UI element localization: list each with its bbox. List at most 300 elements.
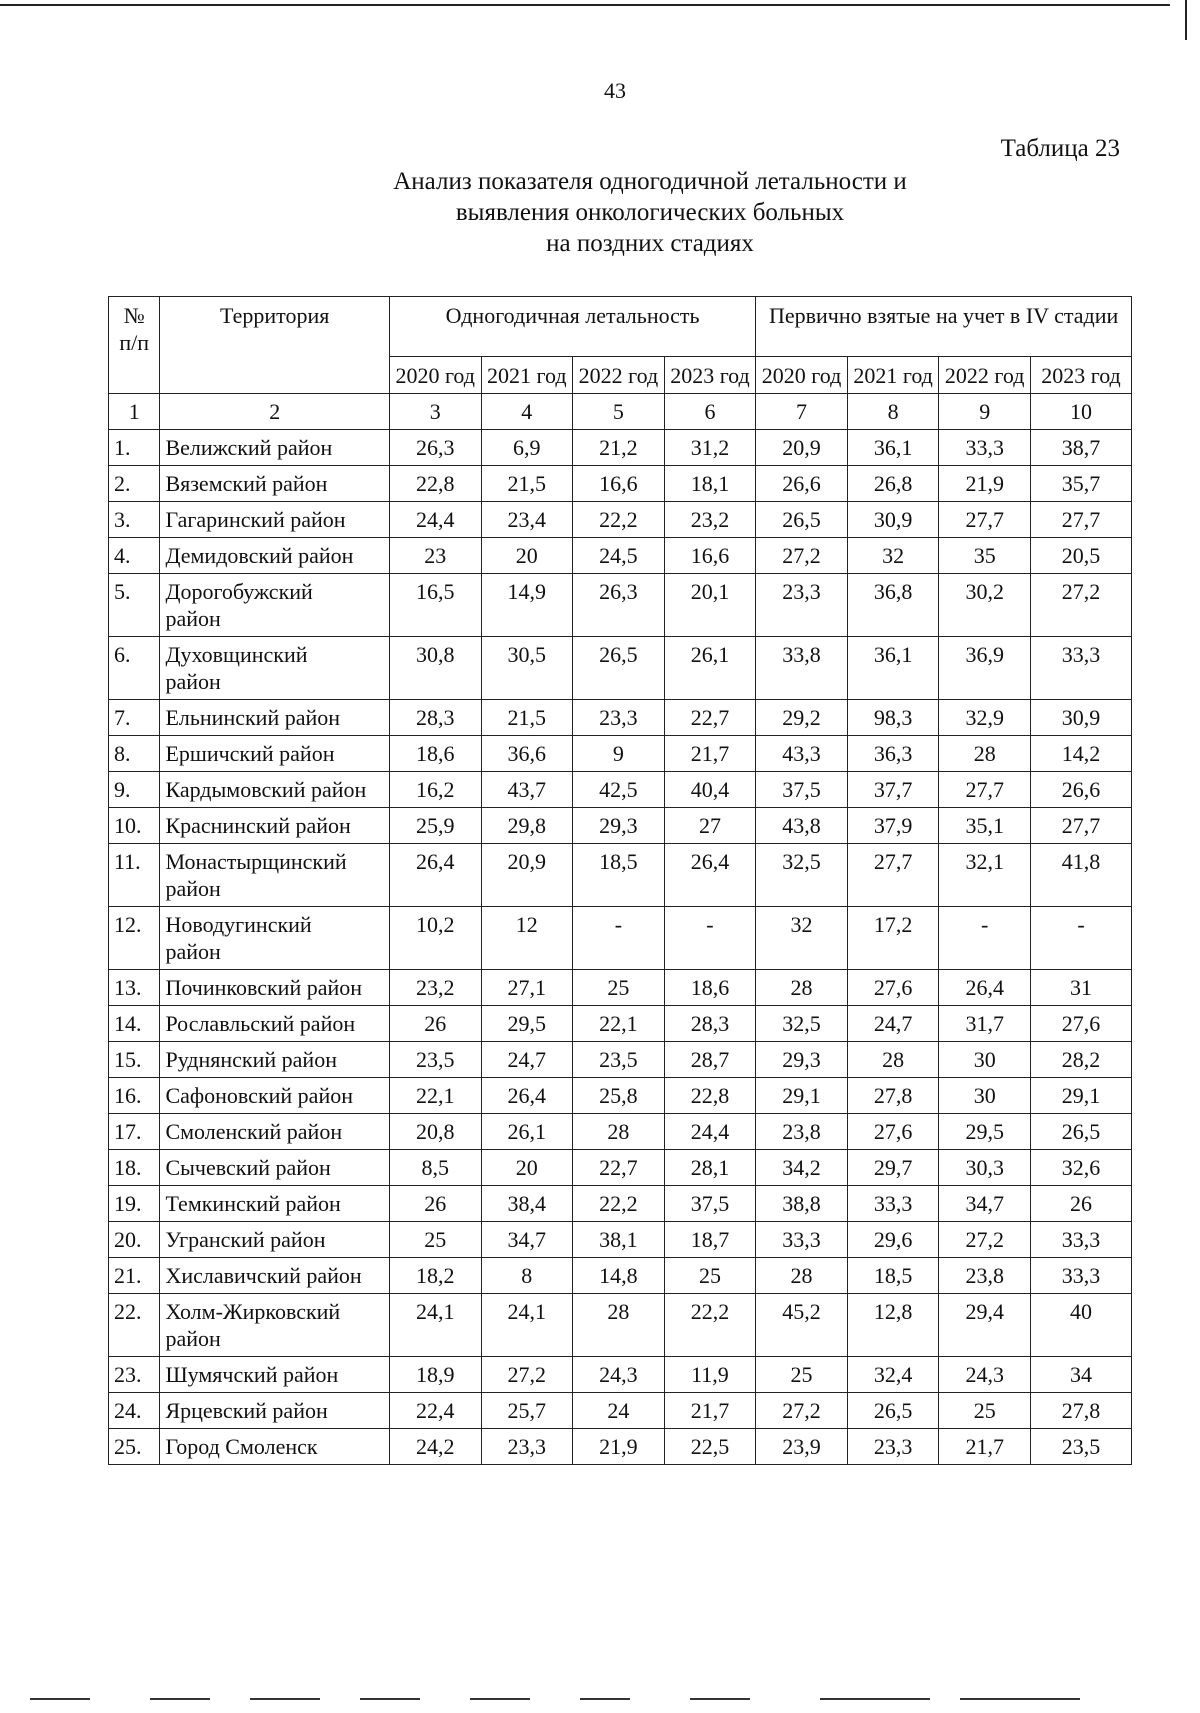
value-cell: 36,6 [481,736,573,772]
value-cell: 26,4 [481,1078,573,1114]
value-cell: 22,5 [664,1429,756,1465]
territory-cell: Шумячский район [160,1357,389,1393]
header-year: 2021 год [481,357,573,394]
value-cell: 33,3 [1030,1258,1131,1294]
value-cell: 27,7 [1030,502,1131,538]
value-cell: 33,8 [756,637,848,700]
territory-cell: Кардымовский район [160,772,389,808]
territory-cell: Город Смоленск [160,1429,389,1465]
value-cell: 32,5 [756,1006,848,1042]
value-cell: 29,1 [756,1078,848,1114]
value-cell: 23,3 [756,574,848,637]
value-cell: 23,3 [573,700,665,736]
value-cell: 21,7 [664,1393,756,1429]
value-cell: 18,2 [389,1258,481,1294]
column-number: 6 [664,394,756,430]
value-cell: 9 [573,736,665,772]
value-cell: 32 [756,907,848,970]
value-cell: 43,7 [481,772,573,808]
lethality-table [108,296,1132,1465]
header-group-stage4: Первично взятые на учет в IV стадии [756,297,1132,357]
table-row [109,1042,1132,1078]
value-cell: 20,9 [481,844,573,907]
value-cell: 8 [481,1258,573,1294]
value-cell: 25 [664,1258,756,1294]
value-cell: 27,8 [1030,1393,1131,1429]
value-cell: 27,2 [1030,574,1131,637]
value-cell: 29,6 [847,1222,939,1258]
header-year: 2023 год [1030,357,1131,394]
value-cell: 22,2 [573,502,665,538]
value-cell: 16,6 [573,466,665,502]
table-row [109,430,1132,466]
table-row [109,907,1132,970]
row-number: 3. [109,502,160,538]
table-row [109,538,1132,574]
value-cell: 28 [756,1258,848,1294]
territory-cell: Монастырщинский район [160,844,389,907]
value-cell: 29,5 [481,1006,573,1042]
value-cell: 27,2 [939,1222,1031,1258]
value-cell: 23,9 [756,1429,848,1465]
row-number: 4. [109,538,160,574]
territory-cell: Демидовский район [160,538,389,574]
value-cell: 27,2 [481,1357,573,1393]
value-cell: 31,7 [939,1006,1031,1042]
value-cell: 28 [573,1114,665,1150]
value-cell: 22,1 [573,1006,665,1042]
value-cell: 23,5 [1030,1429,1131,1465]
value-cell: 24 [573,1393,665,1429]
value-cell: 22,7 [664,700,756,736]
table-row [109,736,1132,772]
value-cell: 40,4 [664,772,756,808]
value-cell: 32,9 [939,700,1031,736]
value-cell: 36,1 [847,637,939,700]
value-cell: 22,7 [573,1150,665,1186]
value-cell: 21,5 [481,700,573,736]
row-number: 20. [109,1222,160,1258]
value-cell: 31 [1030,970,1131,1006]
header-row-groups [109,297,1132,357]
header-territory: Территория [160,297,389,394]
column-number: 2 [160,394,389,430]
title-line: выявления онкологических больных [455,199,845,226]
value-cell: 32 [847,538,939,574]
table-row [109,1150,1132,1186]
value-cell: 27,6 [1030,1006,1131,1042]
value-cell: 28 [756,970,848,1006]
value-cell: 38,8 [756,1186,848,1222]
value-cell: 22,8 [664,1078,756,1114]
value-cell: 23,8 [939,1258,1031,1294]
table-row [109,1294,1132,1357]
column-number: 10 [1030,394,1131,430]
value-cell: 34 [1030,1357,1131,1393]
value-cell: 10,2 [389,907,481,970]
value-cell: 24,2 [389,1429,481,1465]
column-number: 8 [847,394,939,430]
table-row [109,1393,1132,1429]
value-cell: 33,3 [847,1186,939,1222]
value-cell: 38,7 [1030,430,1131,466]
value-cell: 24,7 [847,1006,939,1042]
territory-cell: Духовщинский район [160,637,389,700]
territory-cell: Вяземский район [160,466,389,502]
value-cell: 34,7 [939,1186,1031,1222]
value-cell: - [573,907,665,970]
page-number: 43 [604,78,626,103]
value-cell: 24,1 [389,1294,481,1357]
value-cell: 30,8 [389,637,481,700]
table-row [109,970,1132,1006]
value-cell: 14,2 [1030,736,1131,772]
value-cell: 36,1 [847,430,939,466]
value-cell: 32,4 [847,1357,939,1393]
value-cell: 24,4 [389,502,481,538]
value-cell: 25,7 [481,1393,573,1429]
header-group-lethality: Одногодичная летальность [389,297,755,357]
value-cell: 14,9 [481,574,573,637]
value-cell: 28,1 [664,1150,756,1186]
table-row [109,502,1132,538]
header-year: 2022 год [939,357,1031,394]
column-number: 5 [573,394,665,430]
territory-cell: Ельнинский район [160,700,389,736]
row-number: 13. [109,970,160,1006]
value-cell: 18,7 [664,1222,756,1258]
value-cell: 29,3 [756,1042,848,1078]
value-cell: 26,6 [756,466,848,502]
value-cell: 35,1 [939,808,1031,844]
table-row [109,1006,1132,1042]
row-number: 24. [109,1393,160,1429]
value-cell: 26,6 [1030,772,1131,808]
value-cell: 30,5 [481,637,573,700]
value-cell: 27,6 [847,1114,939,1150]
value-cell: 24,4 [664,1114,756,1150]
column-number: 4 [481,394,573,430]
row-number: 21. [109,1258,160,1294]
value-cell: 27,7 [939,772,1031,808]
value-cell: 23,5 [573,1042,665,1078]
territory-cell: Холм-Жирковский район [160,1294,389,1357]
value-cell: 36,9 [939,637,1031,700]
value-cell: 30,2 [939,574,1031,637]
table-row [109,1357,1132,1393]
value-cell: 29,3 [573,808,665,844]
header-year: 2022 год [573,357,665,394]
table-row [109,844,1132,907]
territory-cell: Новодугинский район [160,907,389,970]
territory-cell: Краснинский район [160,808,389,844]
value-cell: 8,5 [389,1150,481,1186]
value-cell: 30,3 [939,1150,1031,1186]
value-cell: 23,2 [389,970,481,1006]
value-cell: 32,5 [756,844,848,907]
table-row [109,1114,1132,1150]
value-cell: 18,9 [389,1357,481,1393]
value-cell: 28 [573,1294,665,1357]
value-cell: 29,1 [1030,1078,1131,1114]
value-cell: 23,4 [481,502,573,538]
value-cell: 27,7 [1030,808,1131,844]
value-cell: 27,6 [847,970,939,1006]
value-cell: 21,5 [481,466,573,502]
table-row [109,466,1132,502]
value-cell: - [664,907,756,970]
value-cell: 18,6 [389,736,481,772]
value-cell: 37,7 [847,772,939,808]
value-cell: 23,3 [481,1429,573,1465]
value-cell: 25,8 [573,1078,665,1114]
row-number: 9. [109,772,160,808]
territory-cell: Сафоновский район [160,1078,389,1114]
header-year: 2020 год [389,357,481,394]
value-cell: 28,7 [664,1042,756,1078]
territory-cell: Рославльский район [160,1006,389,1042]
value-cell: 28 [939,736,1031,772]
value-cell: 21,9 [939,466,1031,502]
row-number: 14. [109,1006,160,1042]
value-cell: 37,5 [664,1186,756,1222]
territory-cell: Велижский район [160,430,389,466]
value-cell: 35 [939,538,1031,574]
territory-cell: Темкинский район [160,1186,389,1222]
row-number: 11. [109,844,160,907]
value-cell: 26,5 [573,637,665,700]
value-cell: 37,5 [756,772,848,808]
title-line: Анализ показателя одногодичной летальности и [393,168,907,195]
value-cell: 26,3 [389,430,481,466]
value-cell: 20,9 [756,430,848,466]
value-cell: 22,4 [389,1393,481,1429]
row-number: 10. [109,808,160,844]
value-cell: 40 [1030,1294,1131,1357]
territory-cell: Хиславичский район [160,1258,389,1294]
value-cell: 29,4 [939,1294,1031,1357]
table-body [109,430,1132,1465]
value-cell: 26,5 [756,502,848,538]
value-cell: 30,9 [847,502,939,538]
value-cell: 33,3 [756,1222,848,1258]
table-row [109,1078,1132,1114]
value-cell: 26 [389,1006,481,1042]
value-cell: 24,3 [573,1357,665,1393]
value-cell: 18,6 [664,970,756,1006]
value-cell: 23,5 [389,1042,481,1078]
value-cell: 32,6 [1030,1150,1131,1186]
value-cell: 26,4 [389,844,481,907]
header-num: № п/п [109,297,160,394]
territory-cell: Руднянский район [160,1042,389,1078]
value-cell: 45,2 [756,1294,848,1357]
value-cell: 14,8 [573,1258,665,1294]
value-cell: 43,3 [756,736,848,772]
value-cell: 28,3 [389,700,481,736]
value-cell: 25,9 [389,808,481,844]
row-number: 1. [109,430,160,466]
territory-cell: Гагаринский район [160,502,389,538]
territory-cell: Ярцевский район [160,1393,389,1429]
row-number: 17. [109,1114,160,1150]
value-cell: 31,2 [664,430,756,466]
value-cell: 18,5 [573,844,665,907]
value-cell: 30 [939,1078,1031,1114]
value-cell: 22,1 [389,1078,481,1114]
table-row [109,1222,1132,1258]
value-cell: 28,2 [1030,1042,1131,1078]
value-cell: 26,4 [664,844,756,907]
value-cell: 26,5 [1030,1114,1131,1150]
value-cell: 26,1 [664,637,756,700]
value-cell: 36,3 [847,736,939,772]
value-cell: 29,2 [756,700,848,736]
row-number: 23. [109,1357,160,1393]
value-cell: 17,2 [847,907,939,970]
row-number: 25. [109,1429,160,1465]
table-row [109,637,1132,700]
value-cell: 18,1 [664,466,756,502]
value-cell: 37,9 [847,808,939,844]
row-number: 8. [109,736,160,772]
value-cell: 20,1 [664,574,756,637]
value-cell: 20 [481,1150,573,1186]
table-row [109,700,1132,736]
value-cell: 20,5 [1030,538,1131,574]
row-number: 6. [109,637,160,700]
table-label: Таблица 23 [1000,135,1120,162]
value-cell: 27,8 [847,1078,939,1114]
value-cell: 28,3 [664,1006,756,1042]
column-number: 1 [109,394,160,430]
value-cell: 24,5 [573,538,665,574]
row-number: 16. [109,1078,160,1114]
footer-lines [0,1698,1200,1702]
value-cell: 27,7 [939,502,1031,538]
row-number: 19. [109,1186,160,1222]
header-year: 2021 год [847,357,939,394]
value-cell: 26,4 [939,970,1031,1006]
value-cell: 18,5 [847,1258,939,1294]
value-cell: 27,2 [756,1393,848,1429]
value-cell: 34,2 [756,1150,848,1186]
row-number: 15. [109,1042,160,1078]
value-cell: 12,8 [847,1294,939,1357]
territory-cell: Смоленский район [160,1114,389,1150]
value-cell: 23,8 [756,1114,848,1150]
value-cell: 38,1 [573,1222,665,1258]
table-row [109,574,1132,637]
value-cell: 16,6 [664,538,756,574]
table-row [109,1258,1132,1294]
territory-cell: Угранский район [160,1222,389,1258]
value-cell: 23,3 [847,1429,939,1465]
value-cell: 23 [389,538,481,574]
value-cell: 22,8 [389,466,481,502]
value-cell: 20,8 [389,1114,481,1150]
value-cell: 26 [1030,1186,1131,1222]
value-cell: 29,7 [847,1150,939,1186]
value-cell: 25 [939,1393,1031,1429]
header-year: 2020 год [756,357,848,394]
value-cell: 24,1 [481,1294,573,1357]
header-year: 2023 год [664,357,756,394]
value-cell: - [939,907,1031,970]
table-title [150,166,1150,259]
value-cell: 6,9 [481,430,573,466]
value-cell: 28 [847,1042,939,1078]
value-cell: 30 [939,1042,1031,1078]
top-border-line [0,4,1170,6]
value-cell: 25 [756,1357,848,1393]
value-cell: 16,2 [389,772,481,808]
column-number: 9 [939,394,1031,430]
value-cell: 29,8 [481,808,573,844]
value-cell: 21,7 [664,736,756,772]
value-cell: 23,2 [664,502,756,538]
title-line: на поздних стадиях [546,230,754,257]
value-cell: 26,1 [481,1114,573,1150]
table-row [109,808,1132,844]
row-number: 18. [109,1150,160,1186]
value-cell: 26,5 [847,1393,939,1429]
row-number: 5. [109,574,160,637]
value-cell: 36,8 [847,574,939,637]
value-cell: 43,8 [756,808,848,844]
value-cell: 34,7 [481,1222,573,1258]
territory-cell: Сычевский район [160,1150,389,1186]
value-cell: 24,3 [939,1357,1031,1393]
column-number: 3 [389,394,481,430]
value-cell: 41,8 [1030,844,1131,907]
row-number: 22. [109,1294,160,1357]
row-number: 7. [109,700,160,736]
value-cell: 98,3 [847,700,939,736]
value-cell: 27 [664,808,756,844]
value-cell: - [1030,907,1131,970]
row-number: 2. [109,466,160,502]
value-cell: 25 [573,970,665,1006]
column-numbers-row [109,394,1132,430]
value-cell: 26 [389,1186,481,1222]
value-cell: 21,2 [573,430,665,466]
row-number: 12. [109,907,160,970]
territory-cell: Починковский район [160,970,389,1006]
value-cell: 11,9 [664,1357,756,1393]
value-cell: 38,4 [481,1186,573,1222]
value-cell: 26,8 [847,466,939,502]
value-cell: 27,2 [756,538,848,574]
value-cell: 29,5 [939,1114,1031,1150]
column-number: 7 [756,394,848,430]
table-row [109,1186,1132,1222]
table-row [109,1429,1132,1465]
right-border-line [1185,0,1187,40]
value-cell: 16,5 [389,574,481,637]
value-cell: 33,3 [939,430,1031,466]
value-cell: 35,7 [1030,466,1131,502]
value-cell: 26,3 [573,574,665,637]
value-cell: 22,2 [573,1186,665,1222]
value-cell: 25 [389,1222,481,1258]
value-cell: 30,9 [1030,700,1131,736]
value-cell: 21,9 [573,1429,665,1465]
value-cell: 12 [481,907,573,970]
value-cell: 27,1 [481,970,573,1006]
value-cell: 27,7 [847,844,939,907]
value-cell: 42,5 [573,772,665,808]
